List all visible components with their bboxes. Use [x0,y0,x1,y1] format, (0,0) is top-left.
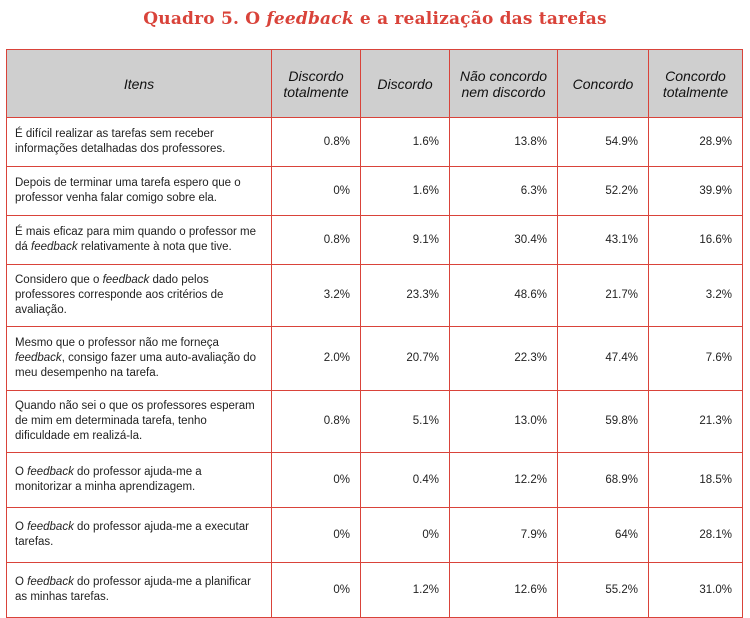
table-row [7,508,743,563]
value-cell: 0.8% [272,391,361,453]
value-cell: 31.0% [649,563,743,618]
header-row [7,50,743,118]
value-cell: 20.7% [361,327,450,391]
table-row [7,216,743,265]
title-suffix: e a realização das tarefas [353,9,607,29]
table-title [0,9,750,29]
value-cell: 7.6% [649,327,743,391]
value-cell: 54.9% [558,118,649,167]
value-cell: 22.3% [450,327,558,391]
value-cell: 3.2% [649,265,743,327]
value-cell: 52.2% [558,167,649,216]
item-cell: Mesmo que o professor não me forneça feedback, consigo fazer uma auto-avaliação do meu desempenho na tarefa. [7,327,272,391]
header-concordo-totalmente: Concordo totalmente [649,50,743,118]
item-cell: É mais eficaz para mim quando o professor me dá feedback relativamente à nota que tive. [7,216,272,265]
value-cell: 1.6% [361,167,450,216]
item-cell: Depois de terminar uma tarefa espero que o professor venha falar comigo sobre ela. [7,167,272,216]
title-prefix: Quadro 5. O [143,9,267,29]
value-cell: 3.2% [272,265,361,327]
value-cell: 0% [272,508,361,563]
value-cell: 48.6% [450,265,558,327]
value-cell: 21.3% [649,391,743,453]
value-cell: 28.1% [649,508,743,563]
value-cell: 13.8% [450,118,558,167]
value-cell: 2.0% [272,327,361,391]
value-cell: 13.0% [450,391,558,453]
value-cell: 6.3% [450,167,558,216]
value-cell: 0% [272,563,361,618]
value-cell: 68.9% [558,453,649,508]
header-concordo: Concordo [558,50,649,118]
table-row [7,391,743,453]
value-cell: 7.9% [450,508,558,563]
value-cell: 5.1% [361,391,450,453]
item-cell: O feedback do professor ajuda-me a executar tarefas. [7,508,272,563]
value-cell: 43.1% [558,216,649,265]
value-cell: 59.8% [558,391,649,453]
value-cell: 23.3% [361,265,450,327]
value-cell: 55.2% [558,563,649,618]
value-cell: 0% [272,167,361,216]
value-cell: 18.5% [649,453,743,508]
value-cell: 0.4% [361,453,450,508]
value-cell: 1.2% [361,563,450,618]
item-cell: O feedback do professor ajuda-me a monitorizar a minha aprendizagem. [7,453,272,508]
value-cell: 0% [272,453,361,508]
value-cell: 0% [361,508,450,563]
value-cell: 64% [558,508,649,563]
table-row [7,453,743,508]
item-cell: É difícil realizar as tarefas sem receber informações detalhadas dos professores. [7,118,272,167]
value-cell: 9.1% [361,216,450,265]
header-discordo: Discordo [361,50,450,118]
table-row [7,118,743,167]
value-cell: 0.8% [272,118,361,167]
value-cell: 12.2% [450,453,558,508]
value-cell: 21.7% [558,265,649,327]
value-cell: 1.6% [361,118,450,167]
item-cell: Considero que o feedback dado pelos professores corresponde aos critérios de avaliação. [7,265,272,327]
item-cell: O feedback do professor ajuda-me a planificar as minhas tarefas. [7,563,272,618]
value-cell: 30.4% [450,216,558,265]
value-cell: 16.6% [649,216,743,265]
value-cell: 47.4% [558,327,649,391]
value-cell: 12.6% [450,563,558,618]
table-row [7,563,743,618]
header-discordo-totalmente: Discordo totalmente [272,50,361,118]
feedback-table [6,49,743,618]
table-row [7,167,743,216]
header-items: Itens [7,50,272,118]
table-row [7,327,743,391]
value-cell: 39.9% [649,167,743,216]
table-row [7,265,743,327]
value-cell: 0.8% [272,216,361,265]
header-nao-concordo-nem-discordo: Não concordo nem discordo [450,50,558,118]
title-emphasis: feedback [266,9,354,29]
value-cell: 28.9% [649,118,743,167]
item-cell: Quando não sei o que os professores esperam de mim em determinada tarefa, tenho dificuldade em realizá-la. [7,391,272,453]
